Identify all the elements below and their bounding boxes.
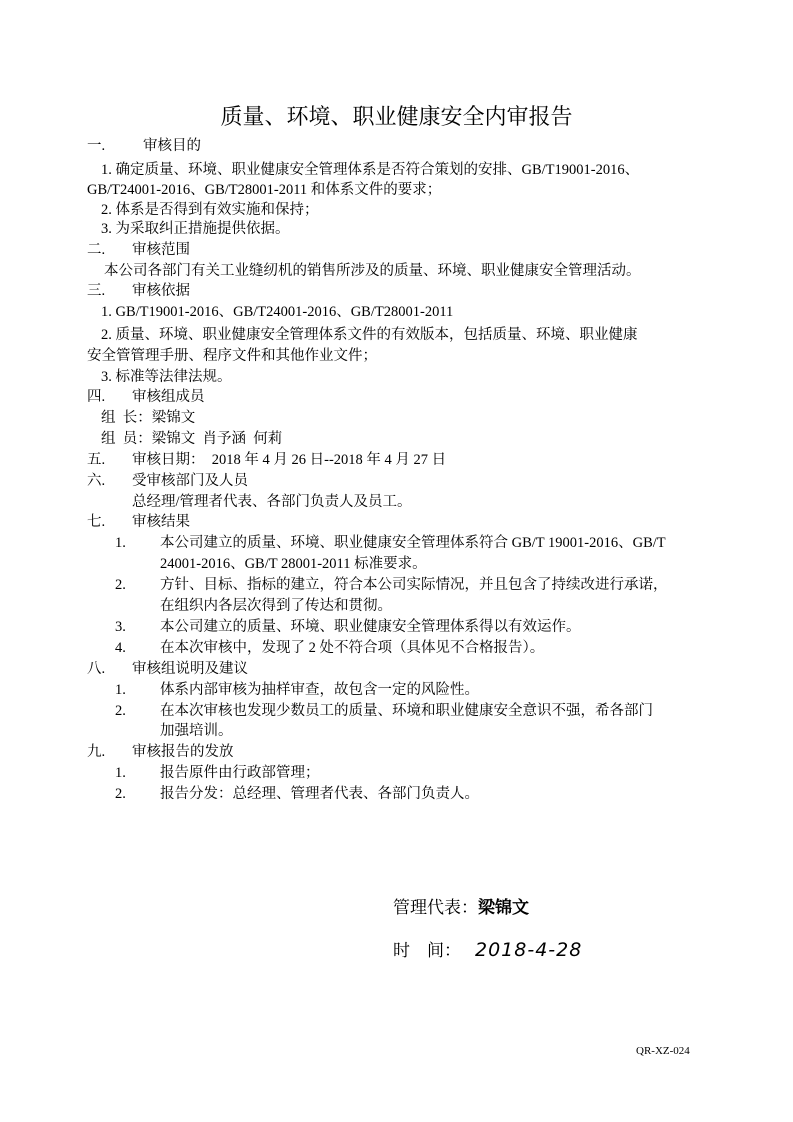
document-code: QR-XZ-024 [636,1045,690,1057]
section-heading: 审核依据 [132,283,190,299]
item-text: 24001-2016、GB/T 28001-2011 标准要求。 [160,556,427,572]
item-text: 在本次审核中，发现了 2 处不符合项（具体见不合格报告）。 [160,640,545,656]
item-text: 1. GB/T19001-2016、GB/T24001-2016、GB/T28001-2011 [101,304,454,320]
item-number: 1. [115,682,126,698]
item-number: 五. [87,452,106,468]
item-text: 2. 体系是否得到有效实施和保持； [101,202,319,218]
item-text: GB/T24001-2016、GB/T28001-2011 和体系文件的要求； [87,182,442,198]
date-value: 2018-4-28 [475,939,583,961]
item-text: 加强培训。 [160,723,233,739]
section-heading: 审核范围 [132,242,190,258]
item-text: 3. 标准等法律法规。 [101,369,232,385]
item-number: 二. [87,242,106,258]
item-number: 2. [115,577,126,593]
item-text: 2. 质量、环境、职业健康安全管理体系文件的有效版本，包括质量、环境、职业健康 [101,327,638,343]
section-heading: 审核结果 [132,514,190,530]
item-number: 八. [87,661,106,677]
item-text: 在本次审核也发现少数员工的质量、环境和职业健康安全意识不强，希各部门 [160,703,653,719]
item-number: 四. [87,389,106,405]
item-number: 一. [87,138,106,154]
section-heading: 审核日期： 2018 年 4 月 26 日--2018 年 4 月 27 日 [132,452,447,468]
item-text: 方针、目标、指标的建立，符合本公司实际情况，并且包含了持续改进行承诺， [160,577,668,593]
item-number: 2. [115,786,126,802]
item-number: 4. [115,640,126,656]
item-text: 安全管管理手册、程序文件和其他作业文件； [87,348,377,364]
section-heading: 审核组说明及建议 [132,661,248,677]
item-number: 六. [87,473,106,489]
item-number: 七. [87,514,106,530]
management-representative [393,896,529,920]
item-number: 3. [115,619,126,635]
item-text: 体系内部审核为抽样审查，故包含一定的风险性。 [160,682,479,698]
document-title: 质量、环境、职业健康安全内审报告 [220,104,573,129]
item-number: 九. [87,744,106,760]
item-text: 组 员：梁锦文 肖予涵 何莉 [101,431,283,447]
time-label: 时 间： [393,941,461,960]
item-text: 本公司建立的质量、环境、职业健康安全管理体系符合 GB/T 19001-2016、GB/T [160,535,666,551]
item-number: 2. [115,703,126,719]
item-text: 总经理/管理者代表、各部门负责人及员工。 [132,494,412,510]
item-text: 本公司建立的质量、环境、职业健康安全管理体系得以有效运作。 [160,619,581,635]
item-text: 3. 为采取纠正措施提供依据。 [101,221,290,237]
item-text: 1. 确定质量、环境、职业健康安全管理体系是否符合策划的安排、GB/T19001-2016、 [101,162,640,178]
item-number: 三. [87,283,106,299]
rep-name: 梁锦文 [478,898,529,918]
item-text: 组 长：梁锦文 [101,410,196,426]
item-number: 1. [115,535,126,551]
report-date [393,938,582,963]
item-number: 1. [115,765,126,781]
item-text: 审核目的 [143,138,201,154]
section-heading: 受审核部门及人员 [132,473,248,489]
item-text: 报告分发：总经理、管理者代表、各部门负责人。 [160,786,479,802]
section-heading: 审核报告的发放 [132,744,234,760]
section-heading: 审核组成员 [132,389,205,405]
item-text: 报告原件由行政部管理； [160,765,320,781]
rep-label: 管理代表： [393,898,478,917]
item-text: 本公司各部门有关工业缝纫机的销售所涉及的质量、环境、职业健康安全管理活动。 [104,263,641,279]
item-text: 在组织内各层次得到了传达和贯彻。 [160,598,392,614]
